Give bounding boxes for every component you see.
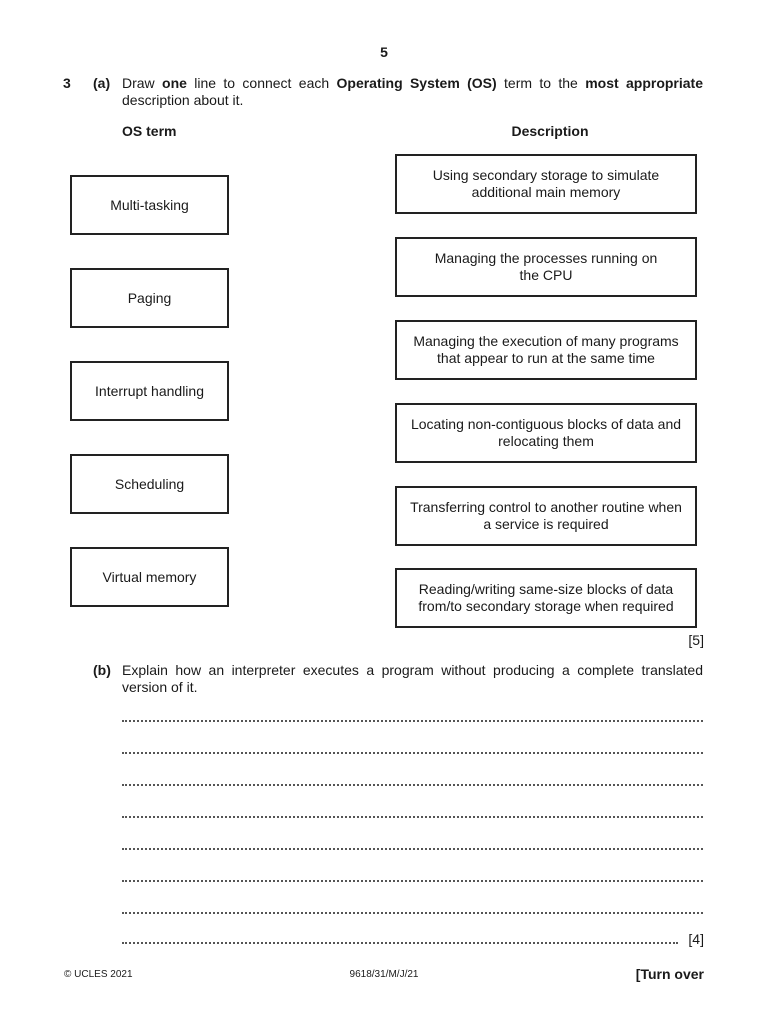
paper-code: 9618/31/M/J/21 — [349, 969, 419, 980]
part-b-question: Explain how an interpreter executes a program without producing a complete translated version of it. — [122, 662, 703, 695]
description-box-3: Managing the execution of many programs that appear to run at the same time — [395, 320, 697, 380]
answer-line-7[interactable] — [122, 902, 703, 914]
answer-line-8[interactable] — [122, 932, 678, 944]
description-box-6: Reading/writing same-size blocks of data from/to secondary storage when required — [395, 568, 697, 628]
part-a-label: (a) — [93, 75, 111, 91]
description-box-2: Managing the processes running on the CPU — [395, 237, 697, 297]
part-a-instruction: Draw one line to connect each Operating System (OS) term to the most appropriate description about it. — [122, 75, 703, 108]
os-term-header: OS term — [122, 123, 177, 139]
answer-line-5[interactable] — [122, 838, 703, 850]
question-number: 3 — [63, 75, 71, 91]
term-box-paging: Paging — [70, 268, 229, 328]
page-number: 5 — [380, 44, 388, 60]
description-box-5: Transferring control to another routine when a service is required — [395, 486, 697, 546]
term-box-virtual-memory: Virtual memory — [70, 547, 229, 607]
part-b-label: (b) — [93, 662, 111, 678]
answer-line-6[interactable] — [122, 870, 703, 882]
description-box-1: Using secondary storage to simulate additional main memory — [395, 154, 697, 214]
term-box-multi-tasking: Multi-tasking — [70, 175, 229, 235]
part-b-marks: [4] — [688, 931, 704, 947]
answer-line-1[interactable] — [122, 710, 703, 722]
answer-line-3[interactable] — [122, 774, 703, 786]
part-a-marks: [5] — [688, 632, 704, 648]
description-header: Description — [511, 123, 589, 139]
turn-over: [Turn over — [635, 966, 704, 982]
answer-line-4[interactable] — [122, 806, 703, 818]
answer-line-2[interactable] — [122, 742, 703, 754]
copyright: © UCLES 2021 — [64, 969, 133, 980]
term-box-scheduling: Scheduling — [70, 454, 229, 514]
description-box-4: Locating non-contiguous blocks of data and relocating them — [395, 403, 697, 463]
term-box-interrupt-handling: Interrupt handling — [70, 361, 229, 421]
